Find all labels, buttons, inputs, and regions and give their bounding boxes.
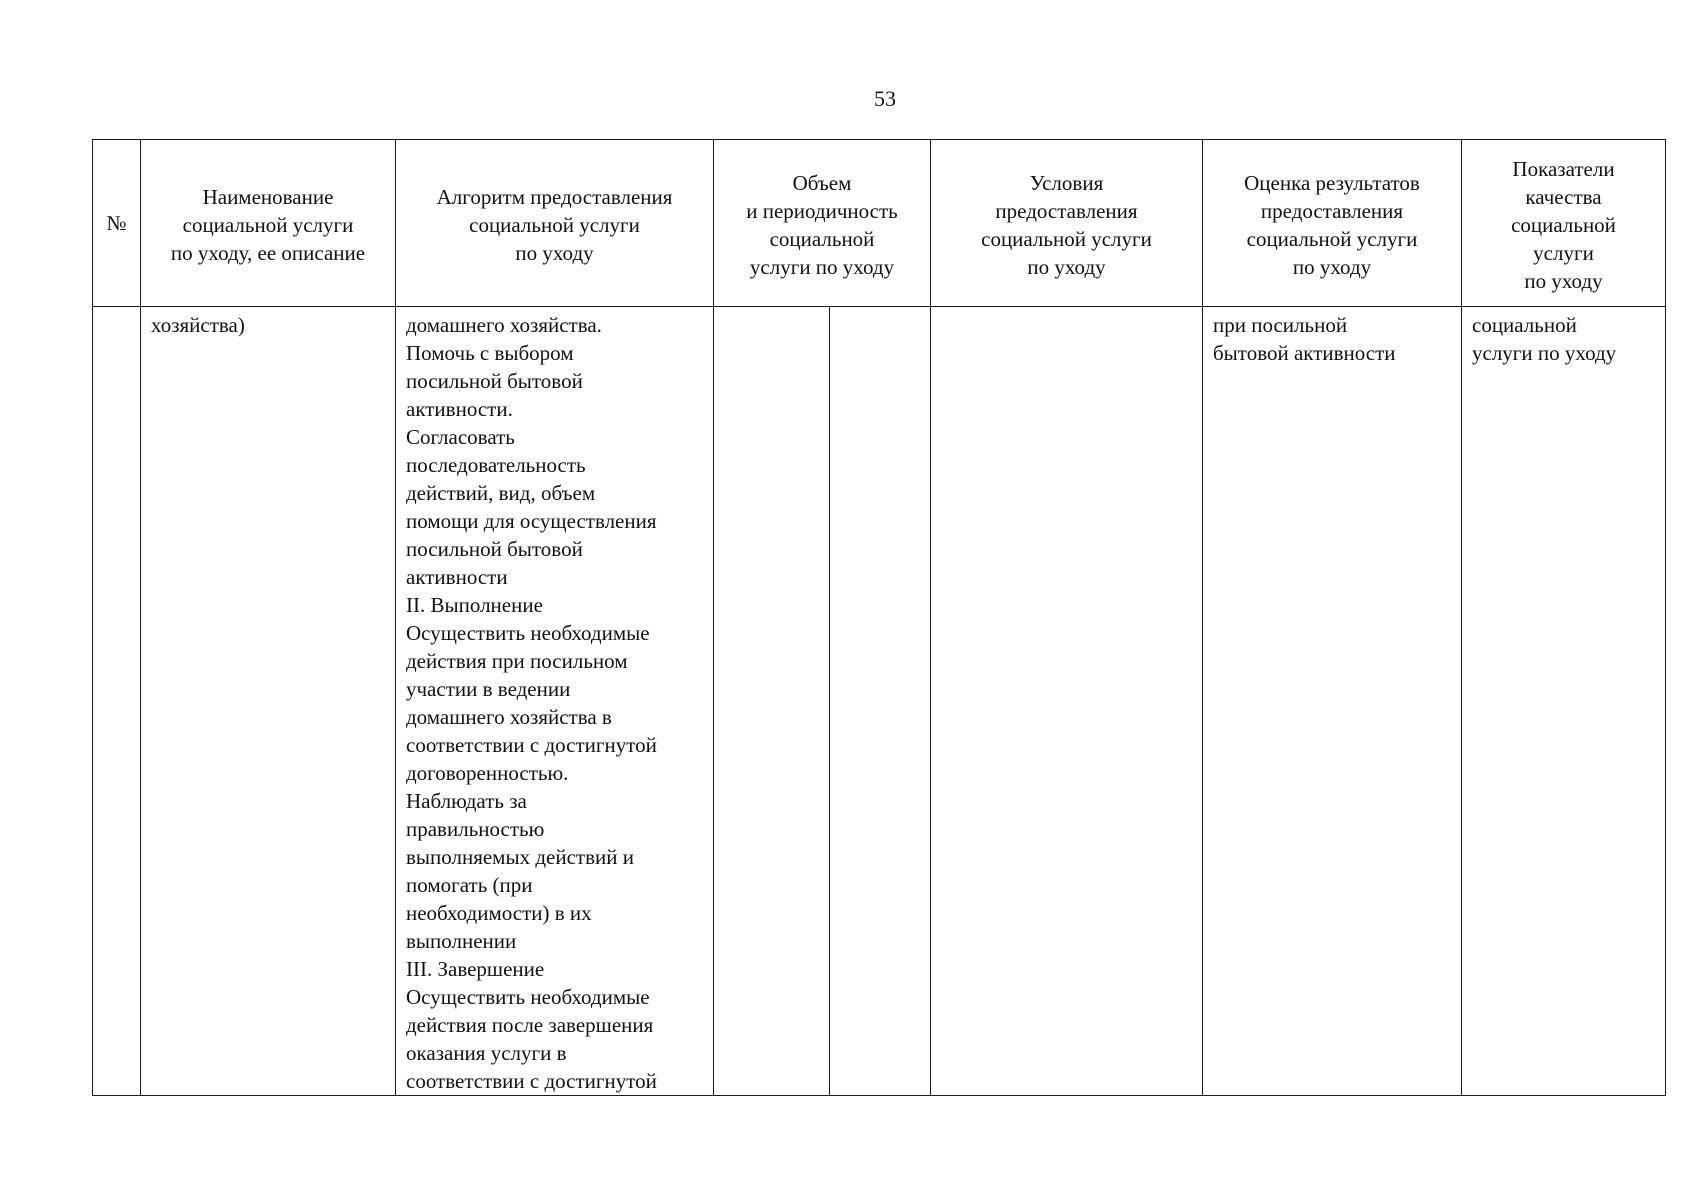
cell-evaluation: при посильной бытовой активности bbox=[1203, 307, 1462, 1096]
header-evaluation: Оценка результатов предоставления социальной услуги по уходу bbox=[1203, 140, 1462, 307]
header-conditions: Условия предоставления социальной услуги по уходу bbox=[931, 140, 1203, 307]
cell-algorithm: домашнего хозяйства. Помочь с выбором посильной бытовой активности. Согласовать последовательность действий, вид, объем помощи для осуществления посильной бытовой активности II. Выполнение Осуществить необходимые действия при посильном участии в ведении домашнего хозяйства в соответствии с достигнутой договоренностью. Наблюдать за правильностью выполняемых действий и помогать (при необходимости) в их выполнении III. Завершение Осуществить необходимые действия после завершения оказания услуги в соответствии с достигнутой bbox=[396, 307, 714, 1096]
header-algorithm: Алгоритм предоставления социальной услуги по уходу bbox=[396, 140, 714, 307]
header-quality: Показатели качества социальной услуги по уходу bbox=[1462, 140, 1666, 307]
services-table bbox=[92, 139, 1666, 1096]
page-number: 53 bbox=[874, 86, 896, 111]
table-header-row bbox=[93, 140, 1666, 307]
cell-conditions bbox=[931, 307, 1203, 1096]
cell-volume bbox=[714, 307, 931, 1096]
table-row bbox=[93, 307, 1666, 1096]
cell-number bbox=[93, 307, 141, 1096]
header-volume: Объем и периодичность социальной услуги по уходу bbox=[714, 140, 931, 307]
header-service-name: Наименование социальной услуги по уходу, ее описание bbox=[141, 140, 396, 307]
cell-service-name: хозяйства) bbox=[141, 307, 396, 1096]
volume-column-divider bbox=[829, 307, 830, 1095]
header-number: № bbox=[93, 140, 141, 307]
cell-quality: социальной услуги по уходу bbox=[1462, 307, 1666, 1096]
